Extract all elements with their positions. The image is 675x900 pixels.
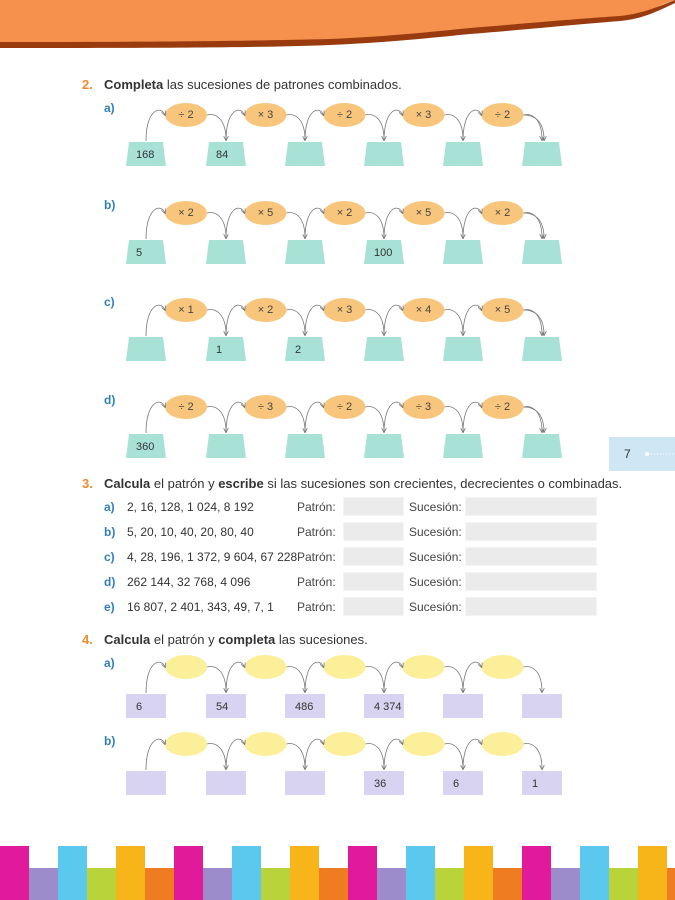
q2-d-arrow-in [305, 402, 324, 433]
q4-b-term-box [522, 771, 562, 795]
q2-b-arrow-in [384, 208, 403, 239]
q4-a-arrow-out [524, 667, 543, 692]
q4-a-arrow-out [366, 667, 385, 692]
q4-b-arrow-in [384, 739, 403, 770]
q2-a-operator-label: ÷ 2 [494, 109, 511, 121]
q4-b-term-value: 36 [374, 778, 387, 790]
footer-stripe [667, 868, 675, 900]
q2-d-term-box [364, 434, 404, 458]
q2-d-term-box [206, 434, 246, 458]
q2-c-operator-label: × 5 [494, 304, 511, 316]
footer-stripe [290, 846, 319, 900]
footer-stripe [406, 846, 435, 900]
q2-d-label: d) [104, 393, 116, 407]
q3-pattern-label: Patrón: [297, 500, 336, 514]
q2-d-arrow-in [226, 402, 245, 433]
q2-c-operator-label: × 2 [257, 304, 274, 316]
q4-b-arrow-out [287, 744, 306, 769]
q2-c-operator-label: × 4 [415, 304, 432, 316]
footer-stripe [580, 846, 609, 900]
q2-c-term-box [364, 337, 404, 361]
q4-b-arrow-out [366, 744, 385, 769]
q2-d-term-box [443, 434, 483, 458]
q2-a-term-box [285, 142, 325, 166]
q2-b-operator-label: × 2 [336, 207, 353, 219]
footer-stripe [203, 868, 232, 900]
footer-stripe [522, 846, 551, 900]
footer-stripe [232, 846, 261, 900]
q3-row-sequence: 16 807, 2 401, 343, 49, 7, 1 [127, 600, 274, 614]
q3-row-label: b) [104, 525, 116, 539]
q3-row-label: e) [104, 600, 115, 614]
q4-b-operator-oval [324, 732, 366, 756]
footer-stripe [29, 868, 58, 900]
q2-b-operator-label: × 2 [494, 207, 511, 219]
q2-c-arrow-out [445, 310, 464, 335]
footer-stripe [87, 868, 116, 900]
q2-b-operator-label: × 2 [178, 207, 194, 219]
q3-pattern-answer[interactable] [343, 497, 404, 516]
q4-b-term-value: 1 [532, 778, 539, 790]
q2-a-operator-label: ÷ 2 [178, 109, 194, 121]
q4-b-label: b) [104, 734, 116, 748]
q3-row-label: d) [104, 575, 116, 589]
q4-b-arrow-in [305, 739, 324, 770]
q4-b-arrow-in [146, 739, 165, 770]
q2-a-arrow-out [287, 115, 306, 140]
q2-number: 2. [82, 77, 93, 92]
q4-a-operator-oval [245, 655, 287, 679]
q2-c-term-box [206, 337, 246, 361]
q3-row-sequence: 262 144, 32 768, 4 096 [127, 575, 251, 589]
q3-row-sequence: 4, 28, 196, 1 372, 9 604, 67 228 [127, 550, 298, 564]
q3-sequence-label: Sucesión: [409, 500, 462, 514]
footer-stripe [464, 846, 493, 900]
q2-c-term-value: 1 [216, 344, 223, 356]
q3-sequence-label: Sucesión: [409, 600, 462, 614]
q4-a-operator-oval [165, 655, 207, 679]
footer-stripe [377, 868, 406, 900]
q3-sequence-answer[interactable] [465, 497, 597, 516]
q2-a-arrow-in [146, 110, 165, 141]
q2-b-arrow-out [445, 213, 464, 238]
q2-b-operator-label: × 5 [415, 207, 432, 219]
q4-b-term-box [443, 771, 483, 795]
q2-b-term-box [126, 240, 166, 264]
q2-rest: las sucesiones de patrones combinados. [163, 77, 402, 92]
q4-a-term-box [522, 694, 562, 718]
q2-c-arrow-in [226, 305, 245, 336]
q2-a-term-value: 168 [136, 149, 155, 161]
q2-a-arrow-in [226, 110, 245, 141]
q4-b-arrow-out [445, 744, 464, 769]
q2-c-operator-label: × 1 [178, 304, 194, 316]
q2-b-term-value: 5 [136, 247, 143, 259]
q2-d-operator-label: ÷ 2 [178, 401, 194, 413]
q3-pattern-label: Patrón: [297, 525, 336, 539]
q2-d-arrow-in [146, 402, 165, 433]
q3-pattern-answer[interactable] [343, 522, 404, 541]
q4-a-term-value: 54 [216, 701, 229, 713]
q2-a-operator-label: × 3 [257, 109, 274, 121]
footer-stripe [319, 868, 348, 900]
q4-a-operator-oval [324, 655, 366, 679]
q2-b-arrow-in [463, 208, 482, 239]
q4-instruction [104, 632, 368, 647]
q2-d-operator-label: ÷ 2 [494, 401, 511, 413]
q2-a-arrow-out [366, 115, 385, 140]
q2-b-term-box [285, 240, 325, 264]
q2-c-arrow-in [463, 305, 482, 336]
q4-a-arrow-in [384, 662, 403, 693]
q2-b-arrow-out [366, 213, 385, 238]
q3-mid: el patrón y [150, 476, 219, 491]
q4-b-operator-oval [165, 732, 207, 756]
q2-d-term-box [285, 434, 325, 458]
q4-a-term-box [126, 694, 166, 718]
q2-a-term-value: 84 [216, 149, 229, 161]
footer-stripe [638, 846, 667, 900]
q2-c-arrow-out [366, 310, 385, 335]
q2-c-arrow-in [146, 305, 165, 336]
q2-c-label: c) [104, 295, 115, 309]
page-tab-dot [645, 452, 649, 456]
q4-a-arrow-out [445, 667, 464, 692]
q2-c-term-box [126, 337, 166, 361]
q4-a-term-value: 486 [295, 701, 314, 713]
q4-b-term-box [285, 771, 325, 795]
q4-a-arrow-in [463, 662, 482, 693]
q2-d-operator-label: ÷ 3 [415, 401, 432, 413]
footer-stripe [609, 868, 638, 900]
q4-a-label: a) [104, 656, 115, 670]
q3-lead1: Calcula [104, 476, 151, 491]
footer-stripe [116, 846, 145, 900]
q2-c-arrow-out [207, 310, 226, 335]
q3-sequence-answer[interactable] [465, 522, 597, 541]
page-number: 7 [624, 447, 631, 461]
q2-instruction [104, 77, 402, 92]
footer-stripe [493, 868, 522, 900]
q4-a-arrow-out [207, 667, 226, 692]
q4-a-arrow-in [305, 662, 324, 693]
q2-d-arrow-out [366, 407, 385, 432]
q2-c-term-box [522, 337, 562, 361]
q4-b-term-value: 6 [453, 778, 460, 790]
q3-row-sequence: 5, 20, 10, 40, 20, 80, 40 [127, 525, 254, 539]
page-tab [609, 437, 675, 471]
q2-b-arrow-in [146, 208, 165, 239]
q4-b-operator-oval [403, 732, 445, 756]
q3-sequence-label: Sucesión: [409, 575, 462, 589]
q2-b-operator-label: × 5 [257, 207, 274, 219]
q4-mid: el patrón y [150, 632, 219, 647]
q4-a-term-value: 4 374 [374, 701, 402, 713]
q2-b-arrow-out [207, 213, 226, 238]
q2-a-arrow-out [207, 115, 226, 140]
q2-b-label: b) [104, 198, 116, 212]
q2-a-operator-label: ÷ 2 [336, 109, 353, 121]
q3-lead2: escribe [218, 476, 264, 491]
q2-c-term-box [285, 337, 325, 361]
q3-pattern-answer[interactable] [343, 597, 404, 616]
q4-a-operator-oval [482, 655, 524, 679]
q3-pattern-label: Patrón: [297, 600, 336, 614]
q2-c-arrow-in [384, 305, 403, 336]
q4-b-arrow-out [207, 744, 226, 769]
q2-d-term-value: 360 [136, 441, 155, 453]
q4-a-arrow-in [226, 662, 245, 693]
q4-a-term-value: 6 [136, 701, 143, 713]
q2-d-arrow-out [445, 407, 464, 432]
q4-b-arrow-out [524, 744, 543, 769]
footer-stripe [551, 868, 580, 900]
q2-a-label: a) [104, 101, 115, 115]
footer-stripe [174, 846, 203, 900]
q4-b-arrow-in [226, 739, 245, 770]
q2-b-arrow-out [287, 213, 306, 238]
q2-lead: Completa [104, 77, 164, 92]
q2-d-arrow-out [524, 407, 543, 432]
footer-stripe [435, 868, 464, 900]
q2-c-operator-label: × 3 [336, 304, 353, 316]
q3-row-label: c) [104, 550, 115, 564]
q3-instruction [104, 476, 622, 491]
q3-pattern-label: Patrón: [297, 550, 336, 564]
q2-a-arrow-in [463, 110, 482, 141]
q2-d-operator-label: ÷ 3 [257, 401, 274, 413]
q2-a-arrow-in [305, 110, 324, 141]
q2-a-term-box [522, 142, 562, 166]
q3-sequence-answer[interactable] [465, 547, 597, 566]
q3-rest: si las sucesiones son crecientes, decrecientes o combinadas. [263, 476, 623, 491]
q2-b-term-box [443, 240, 483, 264]
q4-a-operator-oval [403, 655, 445, 679]
q3-row-sequence: 2, 16, 128, 1 024, 8 192 [127, 500, 254, 514]
q4-b-operator-oval [245, 732, 287, 756]
q2-b-term-box [206, 240, 246, 264]
q4-b-term-box [206, 771, 246, 795]
q2-b-arrow-in [226, 208, 245, 239]
q2-c-term-value: 2 [295, 344, 302, 356]
q2-c-term-box [443, 337, 483, 361]
q2-a-term-box [364, 142, 404, 166]
q4-b-arrow-in [463, 739, 482, 770]
q3-pattern-answer[interactable] [343, 572, 404, 591]
q2-a-arrow-in [384, 110, 403, 141]
footer-stripe [0, 846, 29, 900]
q4-a-arrow-in [146, 662, 165, 693]
q2-a-operator-label: × 3 [415, 109, 432, 121]
q2-d-arrow-in [384, 402, 403, 433]
q2-a-arrow-out [524, 115, 543, 140]
q2-c-arrow-in [305, 305, 324, 336]
q4-number: 4. [82, 632, 93, 647]
q2-c-arrow-out [287, 310, 306, 335]
q2-d-term-box [522, 434, 562, 458]
q2-d-arrow-in [463, 402, 482, 433]
q4-lead2: completa [218, 632, 276, 647]
q2-b-term-value: 100 [374, 247, 393, 259]
q3-pattern-label: Patrón: [297, 575, 336, 589]
q2-d-arrow-out [287, 407, 306, 432]
q4-b-operator-oval [482, 732, 524, 756]
q4-rest: las sucesiones. [275, 632, 368, 647]
footer-stripe [145, 868, 174, 900]
footer-stripe [58, 846, 87, 900]
q3-pattern-answer[interactable] [343, 547, 404, 566]
q4-a-term-box [443, 694, 483, 718]
q2-b-term-box [522, 240, 562, 264]
q2-d-operator-label: ÷ 2 [336, 401, 353, 413]
footer-stripe [348, 846, 377, 900]
q3-number: 3. [82, 476, 93, 491]
q4-lead1: Calcula [104, 632, 151, 647]
q3-row-label: a) [104, 500, 115, 514]
q2-a-term-box [443, 142, 483, 166]
q3-sequence-answer[interactable] [465, 572, 597, 591]
q3-sequence-label: Sucesión: [409, 550, 462, 564]
footer-stripe [261, 868, 290, 900]
q2-c-arrow-out [524, 310, 543, 335]
q3-sequence-answer[interactable] [465, 597, 597, 616]
q4-b-term-box [126, 771, 166, 795]
q2-d-arrow-out [207, 407, 226, 432]
q4-a-arrow-out [287, 667, 306, 692]
q2-b-arrow-out [524, 213, 543, 238]
q2-b-arrow-in [305, 208, 324, 239]
q3-sequence-label: Sucesión: [409, 525, 462, 539]
q2-a-arrow-out [445, 115, 464, 140]
